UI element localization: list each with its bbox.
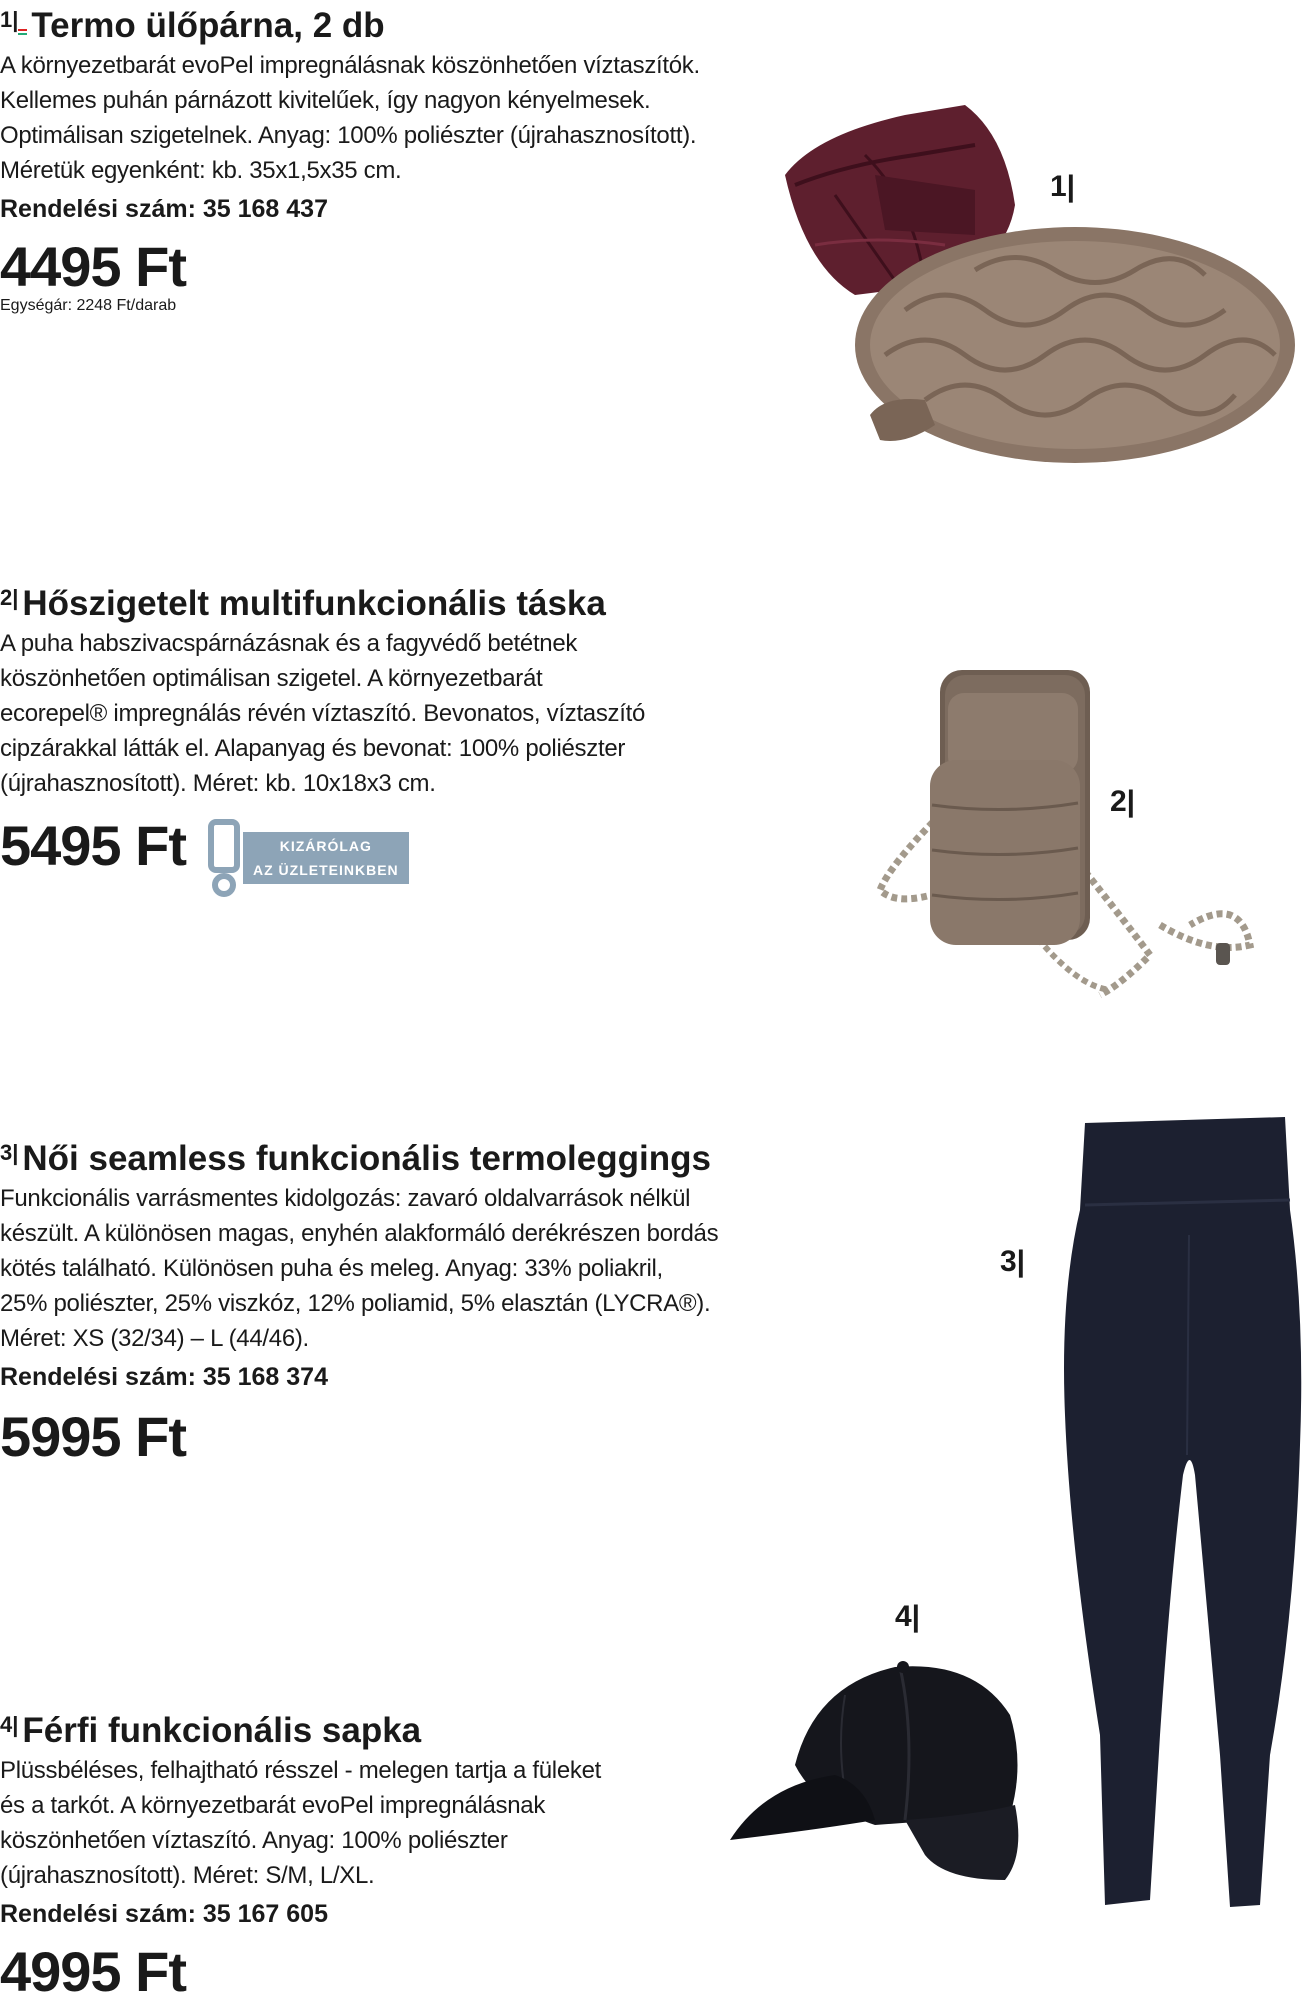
flag-icon [18,29,27,35]
bag-image [870,665,1260,1000]
product-3 [0,1133,718,1468]
badge-text: KIZÁRÓLAG AZ ÜZLETEINKBEN [243,832,409,884]
cushion-image [775,95,1295,480]
image-label-3: 3| [1000,1245,1026,1278]
product-1-title: $^{1|}$ Termo ülőpárna, 2 db [0,6,385,45]
store-exclusive-badge [205,818,409,898]
product-3-description: Funkcionális varrásmentes kidolgozás: zavaró oldalvarrások nélkül készült. A különösen magas, enyhén alakformáló derékrészen bordás kötés található. Különösen puha és meleg. Anyag: 33% poliakril, 25% poliészter, 25% viszkóz, 12% poliamid, 5% elasztán (LYCRA®). Méret: XS (32/34) – L (44/46). [0,1185,719,1352]
product-4-number: 4| [0,1712,19,1737]
product-4-title: $^{4|}$ Férfi funkcionális sapka [0,1711,422,1750]
product-1-unit-price: Egységár: 2248 Ft/darab [0,297,177,314]
product-1-description: A környezetbarát evoPel impregnálásnak köszönhetően víztaszítók. Kellemes puhán párnázott kivitelűek, így nagyon kényelmesek. Optimálisan szigetelnek. Anyag: 100% poliészter (újrahasznosított). Méretük egyenként: kb. 35x1,5x35 cm. [0,52,700,184]
product-3-number: 3| [0,1140,19,1165]
product-1 [0,0,700,316]
cap-image [725,1655,1045,1885]
image-label-4: 4| [895,1600,921,1633]
leggings-image [1055,1115,1309,1910]
product-2-description: A puha habszivacspárnázásnak és a fagyvédő betétnek köszönhetően optimálisan szigetel. A környezetbarát ecorepel® impregnálás révén víztaszító. Bevonatos, víztaszító cipzárakkal látták el. Alapanyag és bevonat: 100% poliészter (újrahasznosított). Méret: kb. 10x18x3 cm. [0,630,646,797]
exclamation-icon [205,818,245,898]
product-4-price: 4995 Ft [0,1940,186,2003]
product-1-order-number: Rendelési szám: 35 168 437 [0,195,328,223]
product-1-price: 4495 Ft [0,235,186,298]
product-3-order-number: Rendelési szám: 35 168 374 [0,1363,328,1391]
product-4-description: Plüssbéléses, felhajtható résszel - melegen tartja a füleket és a tarkót. A környezetbarát evoPel impregnálásnak köszönhetően víztaszító. Anyag: 100% poliészter (újrahasznosított). Méret: S/M, L/XL. [0,1757,601,1889]
product-2-number: 2| [0,585,19,610]
product-3-price: 5995 Ft [0,1405,186,1468]
product-3-title: $^{3|}$ Női seamless funkcionális termoleggings [0,1139,711,1178]
image-label-1: 1| [1050,170,1076,203]
product-2-price: 5495 Ft [0,814,186,877]
product-1-number: 1| [0,7,19,32]
product-2-title: $^{2|}$ Hőszigetelt multifunkcionális táska [0,584,606,623]
product-4 [0,1705,601,2003]
product-4-order-number: Rendelési szám: 35 167 605 [0,1900,328,1928]
image-label-2: 2| [1110,785,1136,818]
